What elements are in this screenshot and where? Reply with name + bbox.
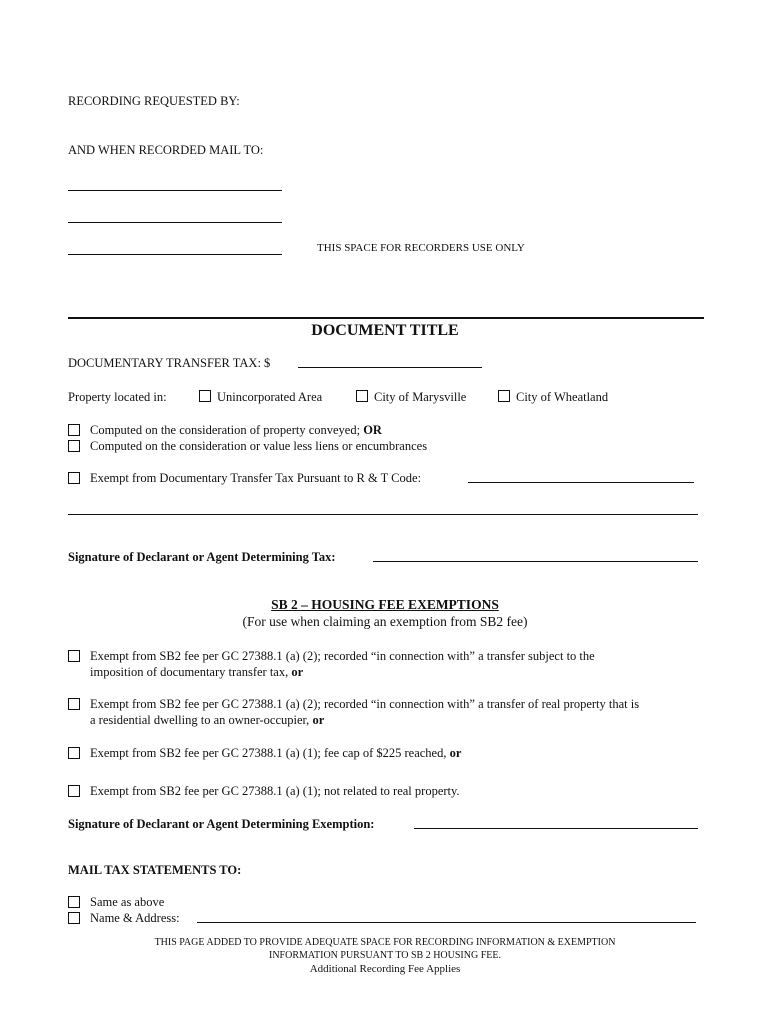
exempt-rt-label: Exempt from Documentary Transfer Tax Pursuant to R & T Code: bbox=[90, 471, 422, 485]
sb2-exempt-text-2a: Exempt from SB2 fee per GC 27388.1 (a) (2); recorded “in connection with” a transfer of real property that is bbox=[90, 697, 640, 711]
mail-to-label: AND WHEN RECORDED MAIL TO: bbox=[68, 143, 264, 157]
sb2-exempt-checkbox-1[interactable] bbox=[68, 650, 80, 662]
transfer-tax-amount-field[interactable] bbox=[298, 357, 482, 368]
sb2-exempt-or-1: or bbox=[291, 665, 304, 679]
footer-line-2: INFORMATION PURSUANT TO SB 2 HOUSING FEE. bbox=[269, 950, 501, 961]
marysville-checkbox[interactable] bbox=[356, 390, 368, 402]
sb2-exempt-text-2b bbox=[90, 713, 324, 728]
mail-to-line-1[interactable] bbox=[68, 180, 282, 191]
sb2-exempt-or-3: or bbox=[449, 746, 462, 760]
computed-value-less-liens-label: Computed on the consideration or value less liens or encumbrances bbox=[90, 439, 428, 453]
sb2-title: SB 2 – HOUSING FEE EXEMPTIONS bbox=[271, 597, 499, 612]
mail-tax-label: MAIL TAX STATEMENTS TO: bbox=[68, 863, 242, 877]
header-divider bbox=[68, 317, 704, 319]
transfer-tax-label: DOCUMENTARY TRANSFER TAX: $ bbox=[68, 356, 271, 370]
document-title: DOCUMENT TITLE bbox=[311, 322, 459, 339]
same-as-above-checkbox[interactable] bbox=[68, 896, 80, 908]
signature-tax-field[interactable] bbox=[373, 551, 698, 562]
recorder-space-label: THIS SPACE FOR RECORDERS USE ONLY bbox=[317, 242, 525, 254]
exempt-rt-checkbox[interactable] bbox=[68, 472, 80, 484]
sb2-exempt-text-1b bbox=[90, 665, 303, 680]
mail-to-line-3[interactable] bbox=[68, 244, 282, 255]
footer-line-1: THIS PAGE ADDED TO PROVIDE ADEQUATE SPACE FOR RECORDING INFORMATION & EXEMPTION bbox=[154, 937, 616, 948]
sb2-subtitle: (For use when claiming an exemption from SB2 fee) bbox=[242, 614, 528, 629]
sb2-exempt-checkbox-3[interactable] bbox=[68, 747, 80, 759]
sb2-exempt-text-1b-main: imposition of documentary transfer tax, bbox=[90, 665, 289, 679]
wheatland-label: City of Wheatland bbox=[516, 390, 609, 404]
computed-or: OR bbox=[363, 423, 382, 437]
sb2-exempt-text-2b-main: a residential dwelling to an owner-occupier, bbox=[90, 713, 310, 727]
name-address-field[interactable] bbox=[197, 912, 696, 923]
recording-requested-by-label: RECORDING REQUESTED BY: bbox=[68, 94, 240, 108]
property-located-label: Property located in: bbox=[68, 390, 167, 404]
sb2-exempt-checkbox-2[interactable] bbox=[68, 698, 80, 710]
signature-exemption-field[interactable] bbox=[414, 818, 698, 829]
unincorporated-checkbox[interactable] bbox=[199, 390, 211, 402]
sb2-exempt-text-3-main: Exempt from SB2 fee per GC 27388.1 (a) (1); fee cap of $225 reached, bbox=[90, 746, 447, 760]
exempt-rt-code-field[interactable] bbox=[468, 472, 694, 483]
signature-exemption-label: Signature of Declarant or Agent Determining Exemption: bbox=[68, 817, 375, 831]
footer-line-3: Additional Recording Fee Applies bbox=[309, 963, 461, 975]
marysville-label: City of Marysville bbox=[374, 390, 467, 404]
computed-value-less-liens-checkbox[interactable] bbox=[68, 440, 80, 452]
unincorporated-label: Unincorporated Area bbox=[217, 390, 323, 404]
name-address-label: Name & Address: bbox=[90, 911, 180, 925]
sb2-exempt-checkbox-4[interactable] bbox=[68, 785, 80, 797]
computed-consideration-label bbox=[90, 423, 382, 438]
name-address-checkbox[interactable] bbox=[68, 912, 80, 924]
sb2-exempt-text-1a: Exempt from SB2 fee per GC 27388.1 (a) (2); recorded “in connection with” a transfer subject to the bbox=[90, 649, 595, 663]
wheatland-checkbox[interactable] bbox=[498, 390, 510, 402]
computed-consideration-text: Computed on the consideration of property conveyed; bbox=[90, 423, 361, 437]
sb2-exempt-text-4: Exempt from SB2 fee per GC 27388.1 (a) (1); not related to real property. bbox=[90, 784, 460, 798]
mail-to-line-2[interactable] bbox=[68, 212, 282, 223]
sb2-exempt-text-3 bbox=[90, 746, 461, 761]
same-as-above-label: Same as above bbox=[90, 895, 165, 909]
computed-consideration-checkbox[interactable] bbox=[68, 424, 80, 436]
exempt-rt-continuation-line[interactable] bbox=[68, 504, 698, 515]
sb2-exempt-or-2: or bbox=[312, 713, 325, 727]
signature-tax-label: Signature of Declarant or Agent Determining Tax: bbox=[68, 550, 336, 564]
